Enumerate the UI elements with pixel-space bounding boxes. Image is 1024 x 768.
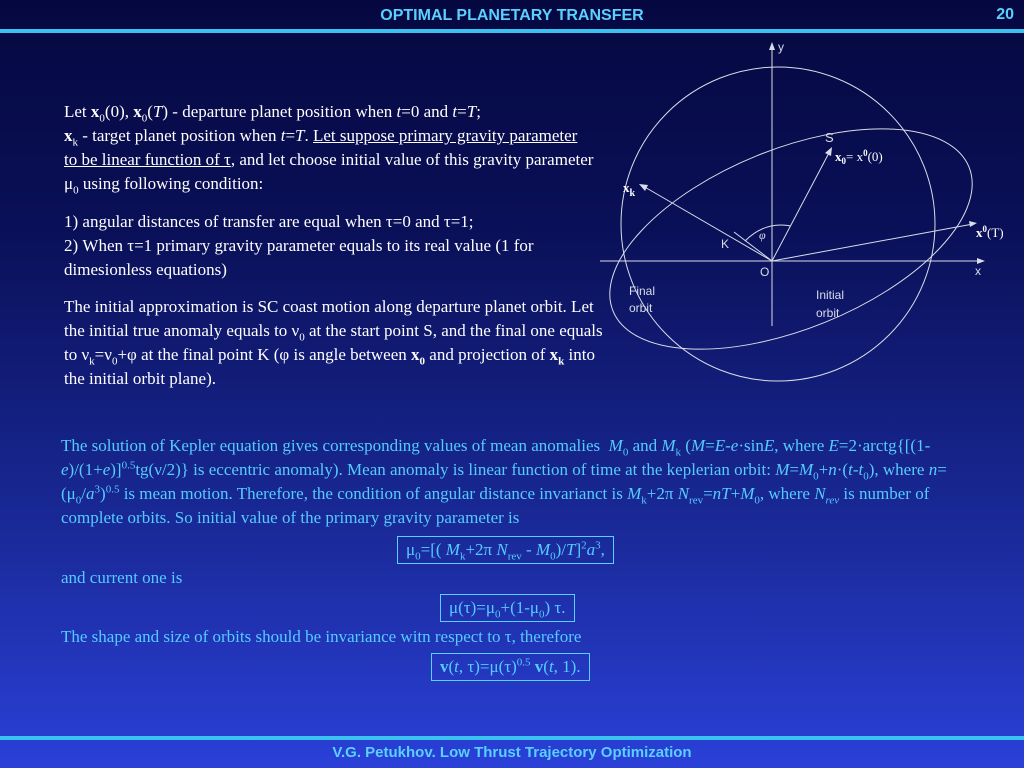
kepler-paragraph: The solution of Kepler equation gives corresponding values of mean anomalies $M_0$ and $M_k$ (M=E-e·sinE, where $E=2\cdot arctg\{[(1-e)/(1+e)]^{0.5}tg(\nu/2)\}$ is eccentric anomaly). Mean anomaly is linear function of time at the keplerian orbit: $M=M_0+n\cdot(t-t_0)$, where $n=(\mu_0/a^3)^{0.5}$ is mean motion. Therefore, the condition of angular distance invarianct is $M_k+2\pi$ $N_{rev}=nT+M_0$, where $N_{rev}$ is number of complete orbits. So initial value of the primary gravity parameter is	[61, 436, 947, 527]
y-axis-arrow	[769, 42, 775, 50]
k-projection-line	[734, 232, 772, 261]
final-point-label: K	[721, 237, 730, 251]
velocity-formula: v(t, $\tau)=\mu(\tau)^{0.5}$ v(t, 1).	[431, 653, 590, 681]
x0-vector-label: $x_0= x^0(0)$	[835, 148, 883, 166]
current-label: and current one is	[61, 568, 183, 587]
xk-vector-label: $x_k$	[623, 180, 636, 199]
final-orbit-label-2: orbit	[629, 301, 653, 315]
approximation-paragraph: The initial approximation is SC coast motion along departure planet orbit. Let the initial true anomaly equals to $\nu_0$ at the start point S, and the final one equals to $\nu_k=\nu_0+\varphi$ at the final point K (φ is angle between $x_0$ and projection of $x_k$ into the initial orbit plane).	[64, 297, 603, 388]
x-axis-label: x	[975, 264, 981, 278]
slide-title: OPTIMAL PLANETARY TRANSFER	[380, 7, 644, 24]
final-orbit-circle	[621, 67, 935, 381]
xT-vector	[772, 224, 973, 261]
intro-paragraph: Let $x_0(0)$, $x_0(T)$ - departure planet position when t=0 and t=T; $x_k$ - target planet position when t=T. Let suppose primary gravity parameter to be linear function of τ, and let choose initial value of this gravity parameter $\mu_0$ using following condition:	[64, 102, 594, 197]
conditions-paragraph: 1) angular distances of transfer are equal when τ=0 and τ=1; 2) When τ=1 primary gravity parameter equals to its real value (1 for dimesionless equations)	[64, 212, 534, 279]
x0-arrowhead	[825, 147, 832, 156]
mu-tau-formula: $\mu(\tau)=\mu_0+(1-\mu_0)$ τ.	[440, 594, 575, 622]
xk-vector	[643, 186, 772, 261]
header-divider	[0, 29, 1024, 33]
initial-orbit-label-1: Initial	[816, 288, 845, 302]
page-number: 20	[996, 6, 1014, 23]
xT-vector-label: $x^0(T)$	[976, 224, 1004, 240]
mu0-formula: $\mu_0=$[( $M_k+2\pi$ $N_{rev} - M_0)/T]^2a^3$,	[397, 536, 614, 564]
y-axis-label: y	[778, 40, 784, 54]
x0-vector	[772, 151, 830, 261]
phi-label: φ	[759, 228, 766, 242]
initial-orbit-label-2: orbit	[816, 306, 840, 320]
footer-divider	[0, 736, 1024, 740]
xk-arrowhead	[639, 184, 648, 191]
origin-label: O	[760, 265, 770, 279]
initial-orbit-ellipse	[579, 84, 1002, 395]
footer-text: V.G. Petukhov. Low Thrust Trajectory Optimization	[332, 744, 692, 761]
start-point-label: S	[825, 130, 834, 145]
invariance-paragraph: The shape and size of orbits should be invariance witn respect to τ, therefore	[61, 627, 582, 646]
final-orbit-label-1: Final	[629, 284, 656, 298]
orbit-diagram	[595, 36, 1004, 336]
